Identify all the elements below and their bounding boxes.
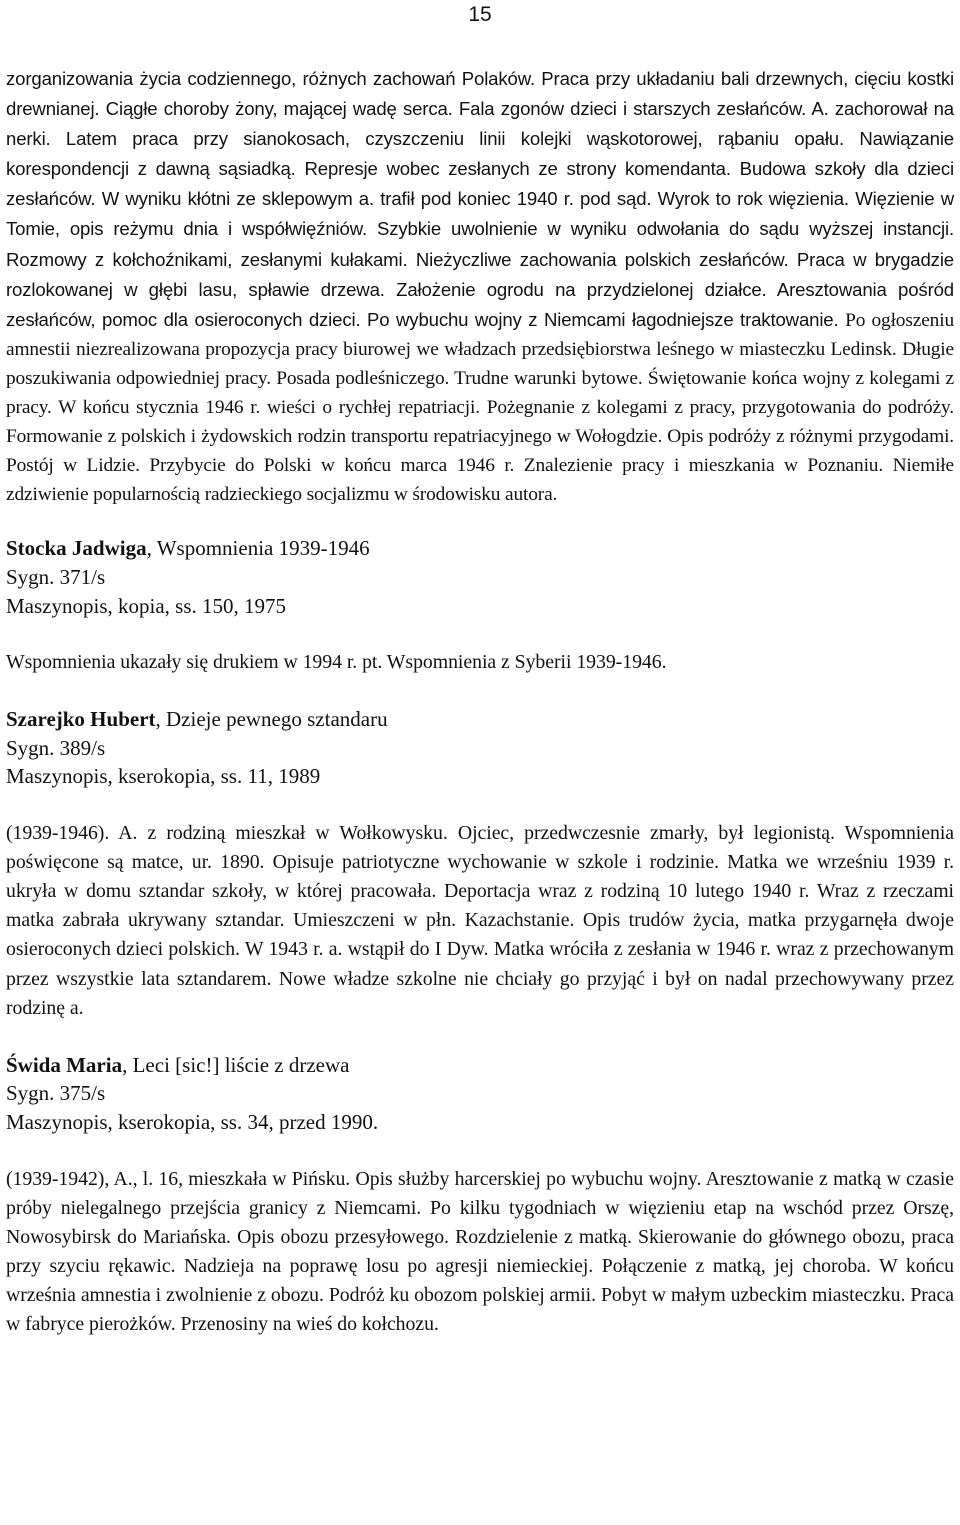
entry-author: Stocka Jadwiga xyxy=(6,536,147,561)
entry-title-line xyxy=(6,1051,954,1080)
entry-signature: Sygn. 389/s xyxy=(6,735,106,760)
entry-title: , Wspomnienia 1939-1946 xyxy=(146,536,370,561)
catalog-entry xyxy=(6,534,954,677)
entry-title-line xyxy=(6,705,954,734)
spacer xyxy=(6,620,954,648)
catalog-entry xyxy=(6,705,954,1022)
entry-author: Świda Maria xyxy=(6,1052,123,1077)
entry-title: , Leci [sic!] liście z drzewa xyxy=(122,1052,350,1077)
spacer xyxy=(6,1137,954,1165)
continuation-text-sans: zorganizowania życia codziennego, różnych zachowań Polaków. Praca przy układaniu bali drzewnych, cięciu kostki drewnianej. Ciągłe choroby żony, mającej wadę serca. Fala zgonów dzieci i starszych zesłańców. A. zachorował na nerki. Latem praca przy sianokosach, czyszczeniu linii kolejki wąskotorowej, rąbaniu opału. Nawiązanie korespondencji z dawną sąsiadką. Represje wobec zesłanych ze strony komendanta. Budowa szkoły dla dzieci zesłańców. W wyniku kłótni ze sklepowym a. trafił pod koniec 1940 r. pod sąd. Wyrok to rok więzienia. Więzienie w Tomie, opis reżymu dnia i współwięźniów. Szybkie uwolnienie w wyniku odwołania do sądu wyższej instancji. Rozmowy z kołchoźnikami, zesłanymi kułakami. Nieżyczliwe zachowania polskich zesłańców. Praca w brygadzie rozlokowanej w głębi lasu, spławie drzewa. Założenie ogrodu na przydzielonej działce. Aresztowania pośród zesłańców, pomoc dla osieroconych dzieci. Po wybuchu wojny z Niemcami łagodniejsze traktowanie. xyxy=(6,68,954,330)
entry-physical-description: Maszynopis, kserokopia, ss. 11, 1989 xyxy=(6,764,321,789)
entry-physical-description: Maszynopis, kopia, ss. 150, 1975 xyxy=(6,593,286,618)
spacer xyxy=(6,791,954,819)
entry-description: (1939-1942), A., l. 16, mieszkała w Pińsku. Opis służby harcerskiej po wybuchu wojny. Aresztowanie z matką w czasie próby nielegalnego przejścia granicy z Niemcami. Po kilku tygodniach w więzieniu etap na wschód przez Orszę, Nowosybirsk do Mariańska. Opis obozu przesyłowego. Rozdzielenie z matką. Skierowanie do głównego obozu, praca przy szyciu rękawic. Nadzieja na poprawę losu po agresji niemieckiej. Połączenie z matką, jej choroba. W końcu września amnestia i zwolnienie z obozu. Podróż ku obozom polskiej armii. Pobyt w małym uzbeckim miasteczku. Praca w fabryce pierożków. Przenosiny na wieś do kołchozu. xyxy=(6,1167,954,1335)
spacer xyxy=(6,509,954,534)
entry-title: , Dzieje pewnego sztandaru xyxy=(155,707,388,732)
catalog-entry xyxy=(6,1051,954,1339)
page-number: 15 xyxy=(468,3,492,26)
entry-description: (1939-1946). A. z rodziną mieszkał w Wołkowysku. Ojciec, przedwczesnie zmarły, był legionistą. Wspomnienia poświęcone są matce, ur. 1890. Opisuje patriotyczne wychowanie w szkole i rodzinie. Matka we wrześniu 1939 r. ukryła w domu sztandar szkoły, w której pracowała. Deportacja wraz z rodziną 10 lutego 1940 r. Wraz z rzeczami matka zabrała ukrywany sztandar. Umieszczeni w płn. Kazachstanie. Opis trudów życia, matka przygarnęła dwoje osieroconych dzieci polskich. W 1943 r. a. wstąpił do I Dyw. Matka wróciła z zesłania w 1946 r. wraz z przechowanym przez wszystkie lata sztandarem. Nowe władze szkolne nie chciały go przyjąć i był on nadal przechowywany przez rodzinę a. xyxy=(6,822,954,1019)
entry-physical-description: Maszynopis, kserokopia, ss. 34, przed 1990. xyxy=(6,1109,379,1134)
entry-author: Szarejko Hubert xyxy=(6,707,156,732)
continuation-text-serif: Po ogłoszeniu amnestii niezrealizowana propozycja pracy biurowej we władzach przedsiębiorstwa leśnego w miasteczku Ledinsk. Długie poszukiwania odpowiedniej pracy. Posada podleśniczego. Trudne warunki bytowe. Świętowanie końca wojny z kolegami z pracy. W końcu stycznia 1946 r. wieści o rychłej repatriacji. Pożegnanie z kolegami z pracy, przygotowania do podróży. Formowanie z polskich i żydowskich rodzin transportu repatriacyjnego w Wołogdzie. Opis podróży z różnymi przygodami. Postój w Lidzie. Przybycie do Polski w końcu marca 1946 r. Znalezienie pracy i mieszkania w Poznaniu. Niemiłe zdziwienie popularnością radzieckiego socjalizmu w środowisku autora. xyxy=(6,309,954,506)
entry-title-line xyxy=(6,534,954,563)
continuation-paragraph xyxy=(6,64,954,509)
spacer xyxy=(6,677,954,705)
spacer xyxy=(6,1023,954,1051)
document-body xyxy=(6,64,954,1339)
entry-signature: Sygn. 375/s xyxy=(6,1081,106,1106)
entry-description: Wspomnienia ukazały się drukiem w 1994 r. pt. Wspomnienia z Syberii 1939-1946. xyxy=(6,651,667,674)
entry-signature: Sygn. 371/s xyxy=(6,565,106,589)
